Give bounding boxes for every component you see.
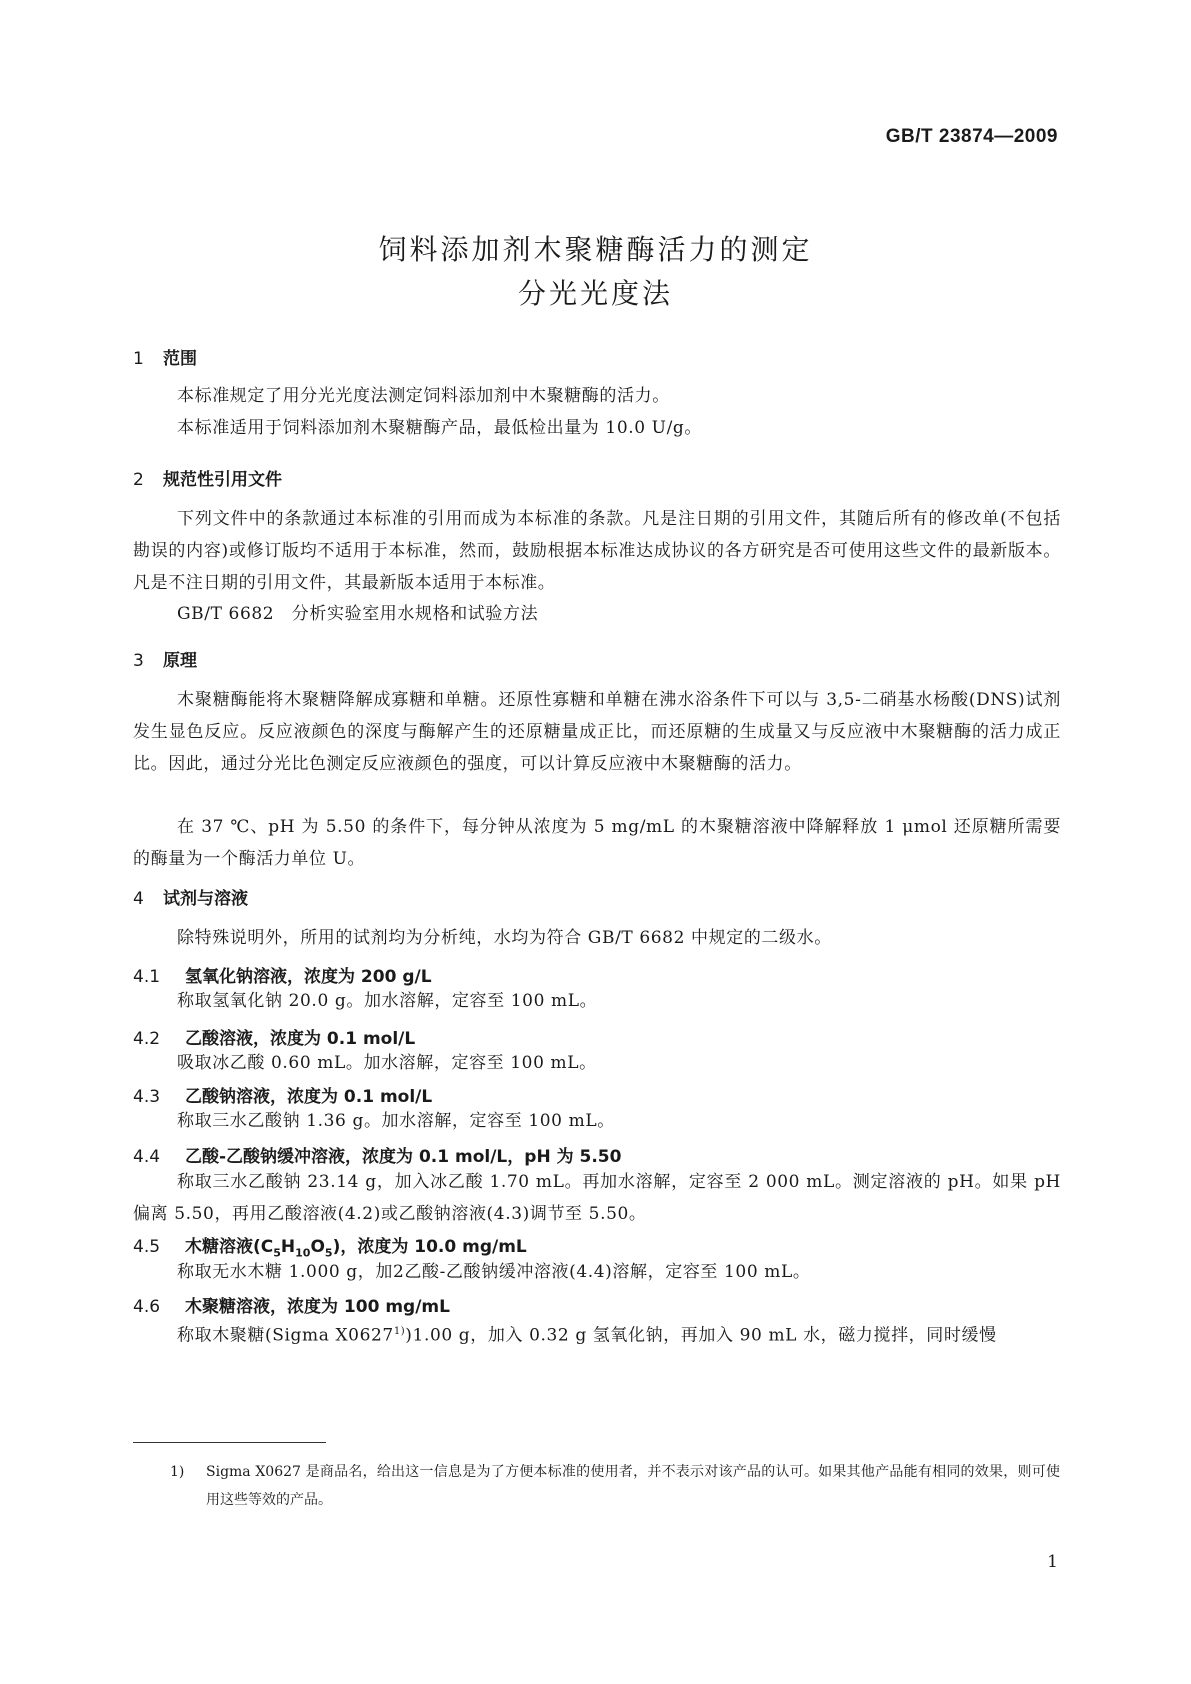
paragraph: 本标准规定了用分光光度法测定饲料添加剂中木聚糖酶的活力。	[177, 386, 670, 406]
paragraph: 在 37 ℃、pH 为 5.50 的条件下，每分钟从浓度为 5 mg/mL 的木聚糖溶液中降解释放 1 μmol 还原糖所需要的酶量为一个酶活力单位 U。	[133, 817, 1061, 869]
paragraph: 木聚糖酶能将木聚糖降解成寡糖和单糖。还原性寡糖和单糖在沸水浴条件下可以与 3,5-二硝基水杨酸(DNS)试剂发生显色反应。反应液颜色的深度与酶解产生的还原糖量成正比，而还原糖的生成量又与反应液中木聚糖酶的活力成正比。因此，通过分光比色测定反应液颜色的强度，可以计算反应液中木聚糖酶的活力。	[133, 690, 1061, 774]
standard-code: GB/T 23874—2009	[885, 126, 1058, 147]
paragraph: 称取氢氧化钠 20.0 g。加水溶解，定容至 100 mL。	[177, 991, 598, 1011]
section-heading-1	[133, 344, 197, 369]
footnote-divider	[133, 1442, 326, 1443]
subclause-number: 4.3	[133, 1087, 161, 1107]
subclause-title: 乙酸-乙酸钠缓冲溶液，浓度为 0.1 mol/L，pH 为 5.50	[185, 1147, 622, 1167]
normative-reference: GB/T 6682 分析实验室用水规格和试验方法	[177, 604, 539, 624]
footnote-mark: 1)	[170, 1464, 185, 1480]
section-number: 4	[133, 889, 144, 909]
subclause-heading	[133, 1142, 621, 1167]
footnote-text: Sigma X0627 是商品名，给出这一信息是为了方便本标准的使用者，并不表示对该产品的认可。如果其他产品能有相同的效果，则可使用这些等效的产品。	[206, 1464, 1060, 1508]
subclause-number: 4.2	[133, 1029, 161, 1049]
paragraph: 称取三水乙酸钠 23.14 g，加入冰乙酸 1.70 mL。再加水溶解，定容至 2 000 mL。测定溶液的 pH。如果 pH 偏离 5.50，再用乙酸溶液(4.2)或乙酸钠溶液(4.3)调节至 5.50。	[133, 1172, 1061, 1224]
subclause-heading	[133, 1292, 450, 1317]
subclause-title: 乙酸溶液，浓度为 0.1 mol/L	[185, 1029, 416, 1049]
section-number: 2	[133, 470, 144, 490]
doc-subtitle: 分光光度法	[517, 277, 673, 310]
paragraph: 下列文件中的条款通过本标准的引用而成为本标准的条款。凡是注日期的引用文件，其随后所有的修改单(不包括勘误的内容)或修订版均不适用于本标准，然而，鼓励根据本标准达成协议的各方研究是否可使用这些文件的最新版本。凡是不注日期的引用文件，其最新版本适用于本标准。	[133, 509, 1061, 593]
paragraph: 除特殊说明外，所用的试剂均为分析纯，水均为符合 GB/T 6682 中规定的二级水。	[177, 928, 832, 948]
subclause-title: 乙酸钠溶液，浓度为 0.1 mol/L	[185, 1087, 433, 1107]
subclause-heading	[133, 1082, 432, 1107]
section-title: 规范性引用文件	[163, 470, 282, 490]
subclause-title: 木聚糖溶液，浓度为 100 mg/mL	[185, 1297, 450, 1317]
doc-title: 饲料添加剂木聚糖酶活力的测定	[378, 233, 813, 266]
subclause-number: 4.1	[133, 967, 161, 987]
footnote	[170, 1458, 1060, 1514]
subclause-number: 4.5	[133, 1237, 161, 1257]
subclause-number: 4.4	[133, 1147, 161, 1167]
paragraph: 吸取冰乙酸 0.60 mL。加水溶解，定容至 100 mL。	[177, 1053, 597, 1073]
subclause-heading	[133, 1024, 415, 1049]
section-heading-2	[133, 465, 282, 490]
subclause-title: 木糖溶液$(C_5H_{10}O_5)$，浓度为 10.0 mg/mL	[185, 1237, 527, 1260]
section-number: 3	[133, 651, 144, 671]
section-title: 范围	[163, 349, 197, 369]
section-number: 1	[133, 349, 144, 369]
paragraph: 本标准适用于饲料添加剂木聚糖酶产品，最低检出量为 10.0 U/g。	[177, 418, 702, 438]
section-heading-4	[133, 884, 248, 909]
paragraph: 称取三水乙酸钠 1.36 g。加水溶解，定容至 100 mL。	[177, 1111, 615, 1131]
paragraph: 称取无水木糖 1.000 g，加2乙酸-乙酸钠缓冲溶液(4.4)溶解，定容至 100 mL。	[177, 1262, 811, 1282]
section-heading-3	[133, 646, 197, 671]
section-title: 试剂与溶液	[163, 889, 248, 909]
paragraph: 称取木聚糖(Sigma X0627$^{1)}$)1.00 g，加入 0.32 g 氢氧化钠，再加入 90 mL 水，磁力搅拌，同时缓慢	[177, 1325, 997, 1346]
subclause-heading	[133, 962, 432, 987]
footnote-ref[interactable]: 1)	[393, 1326, 406, 1337]
section-title: 原理	[163, 651, 197, 671]
page-number: 1	[1047, 1552, 1058, 1572]
subclause-number: 4.6	[133, 1297, 161, 1317]
subclause-title: 氢氧化钠溶液，浓度为 200 g/L	[185, 967, 432, 987]
